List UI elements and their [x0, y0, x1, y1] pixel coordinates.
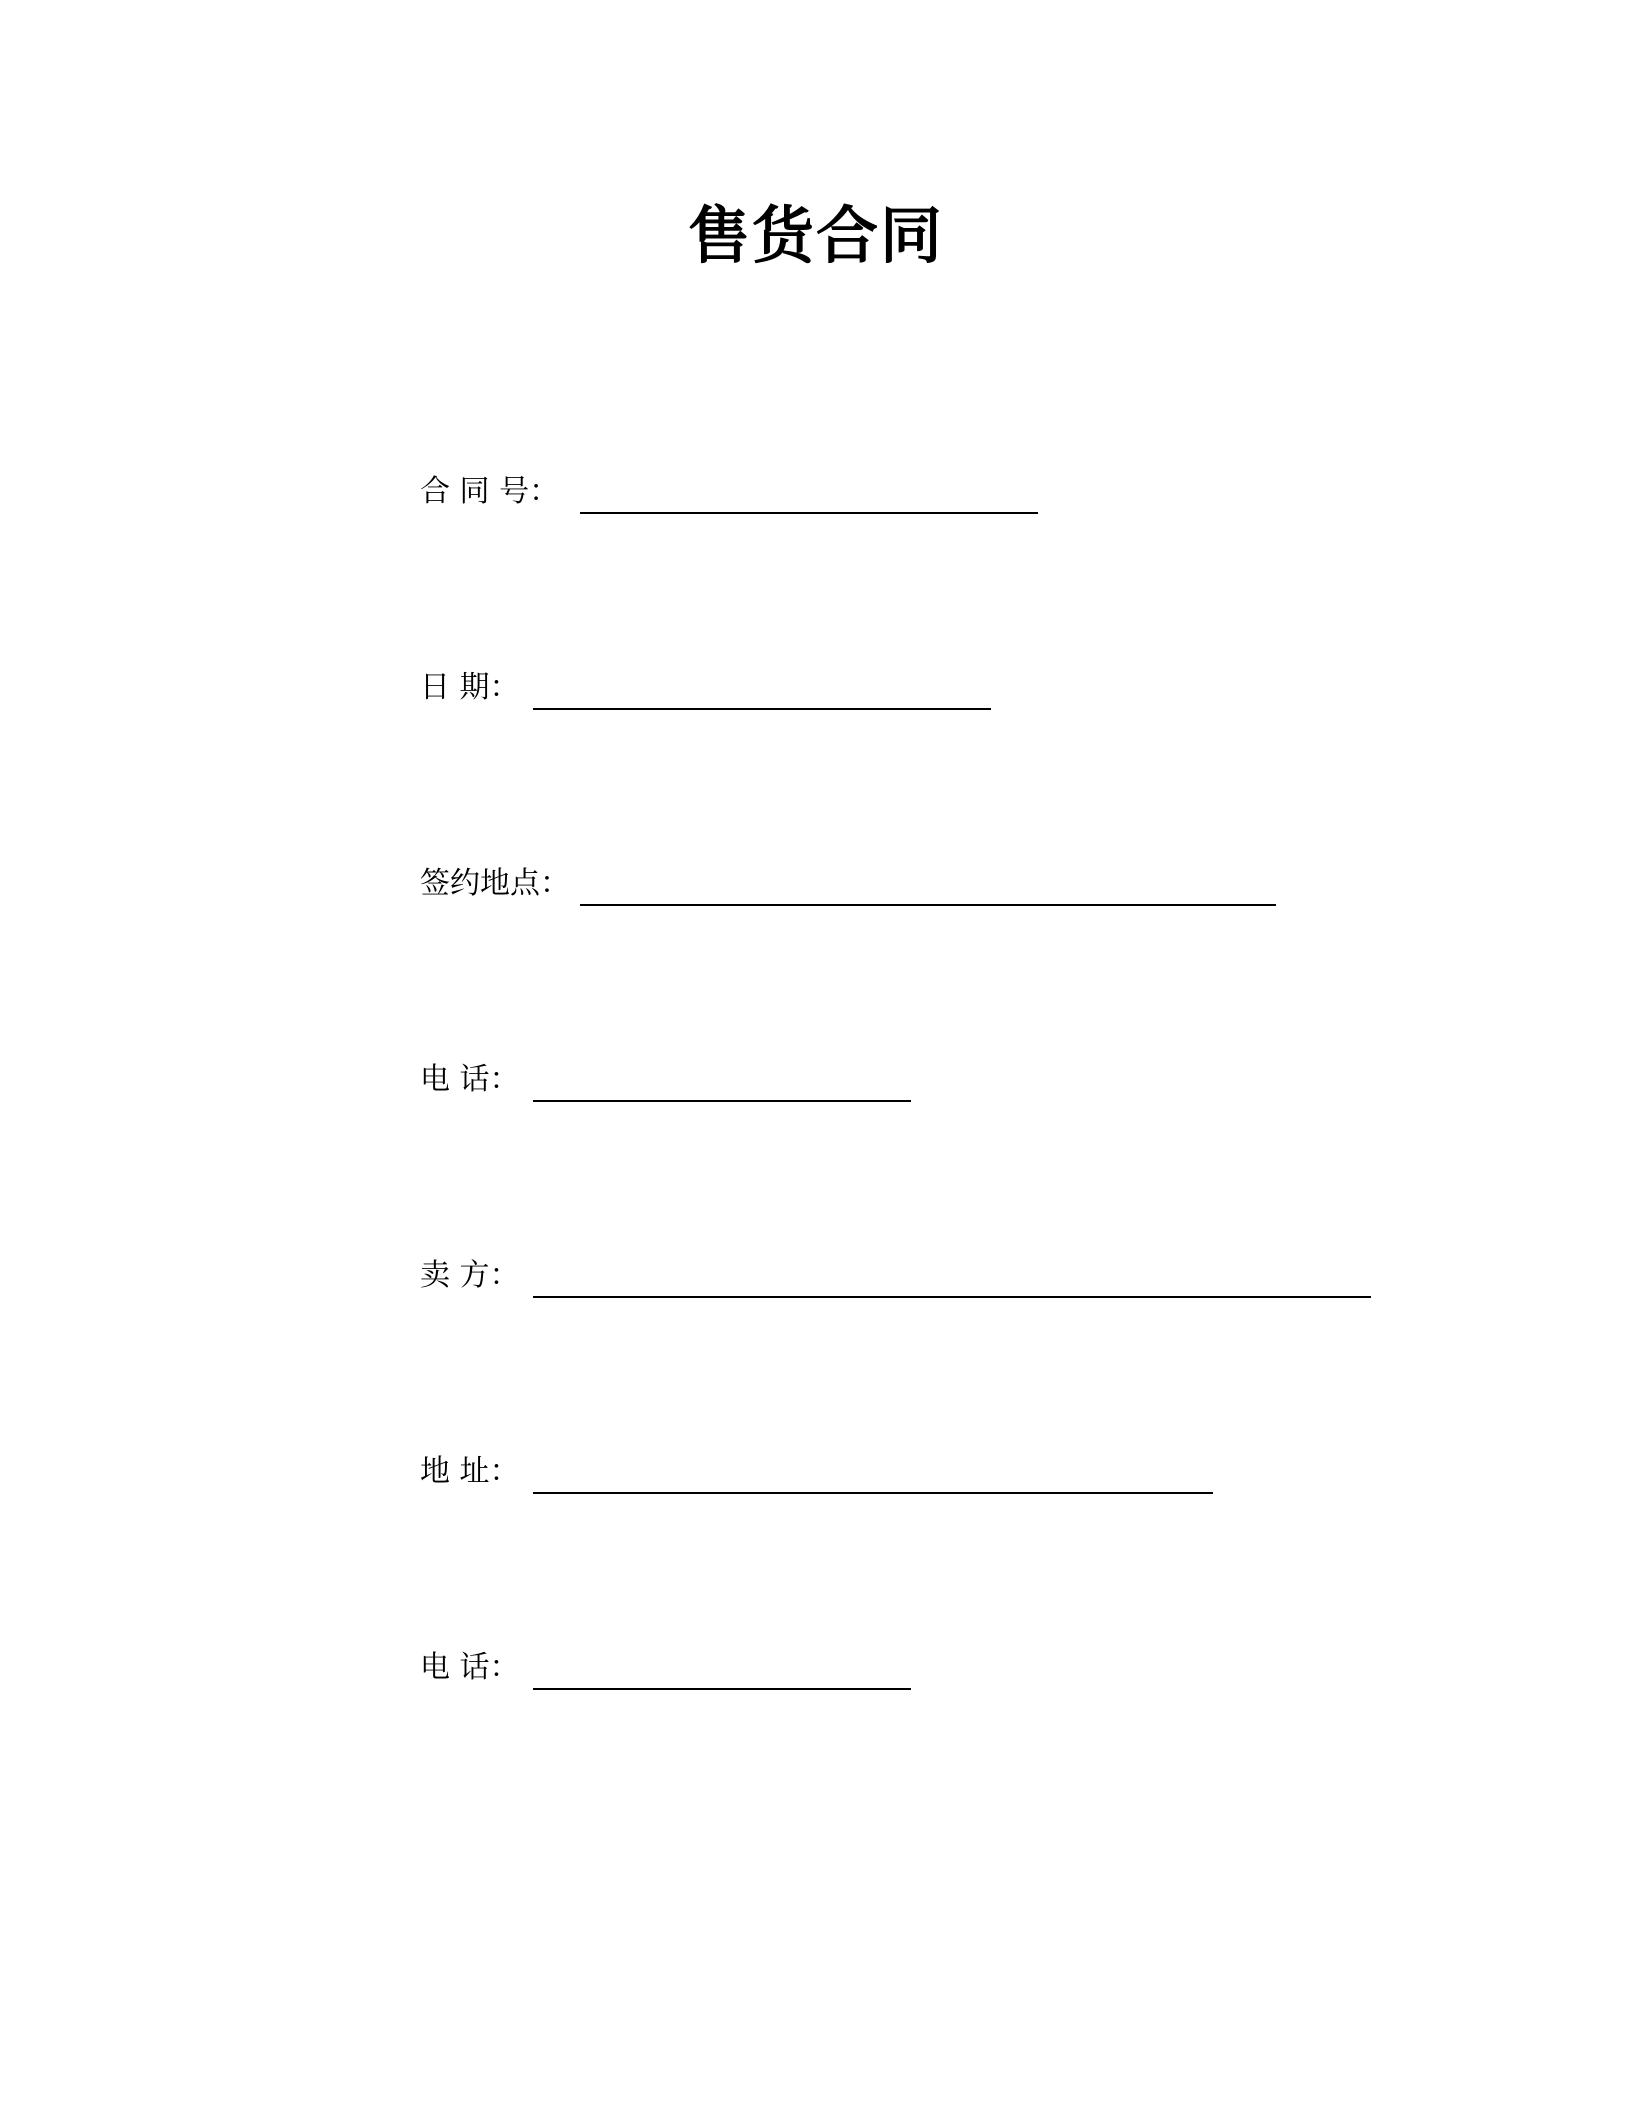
phone-field-1	[420, 1058, 920, 1118]
phone-field-2	[420, 1646, 920, 1706]
address-label: 地 址：	[420, 1454, 520, 1489]
contract-number-input-line[interactable]	[580, 512, 1038, 514]
contract-number-field	[420, 470, 1040, 530]
contract-number-label: 合 同 号：	[420, 474, 560, 509]
phone-label-2: 电 话：	[420, 1650, 520, 1685]
date-label: 日 期：	[420, 670, 520, 705]
seller-label: 卖 方：	[420, 1258, 520, 1293]
address-input-line[interactable]	[533, 1492, 1213, 1494]
seller-field	[420, 1254, 1380, 1314]
seller-input-line[interactable]	[533, 1296, 1371, 1298]
phone-label-1: 电 话：	[420, 1062, 520, 1097]
signing-place-field	[420, 862, 1280, 922]
signing-place-label: 签约地点：	[420, 866, 570, 901]
phone-input-line-1[interactable]	[533, 1100, 911, 1102]
document-title: 售货合同	[687, 199, 944, 272]
signing-place-input-line[interactable]	[580, 904, 1276, 906]
date-input-line[interactable]	[533, 708, 991, 710]
address-field	[420, 1450, 1220, 1510]
date-field	[420, 666, 1000, 726]
phone-input-line-2[interactable]	[533, 1688, 911, 1690]
